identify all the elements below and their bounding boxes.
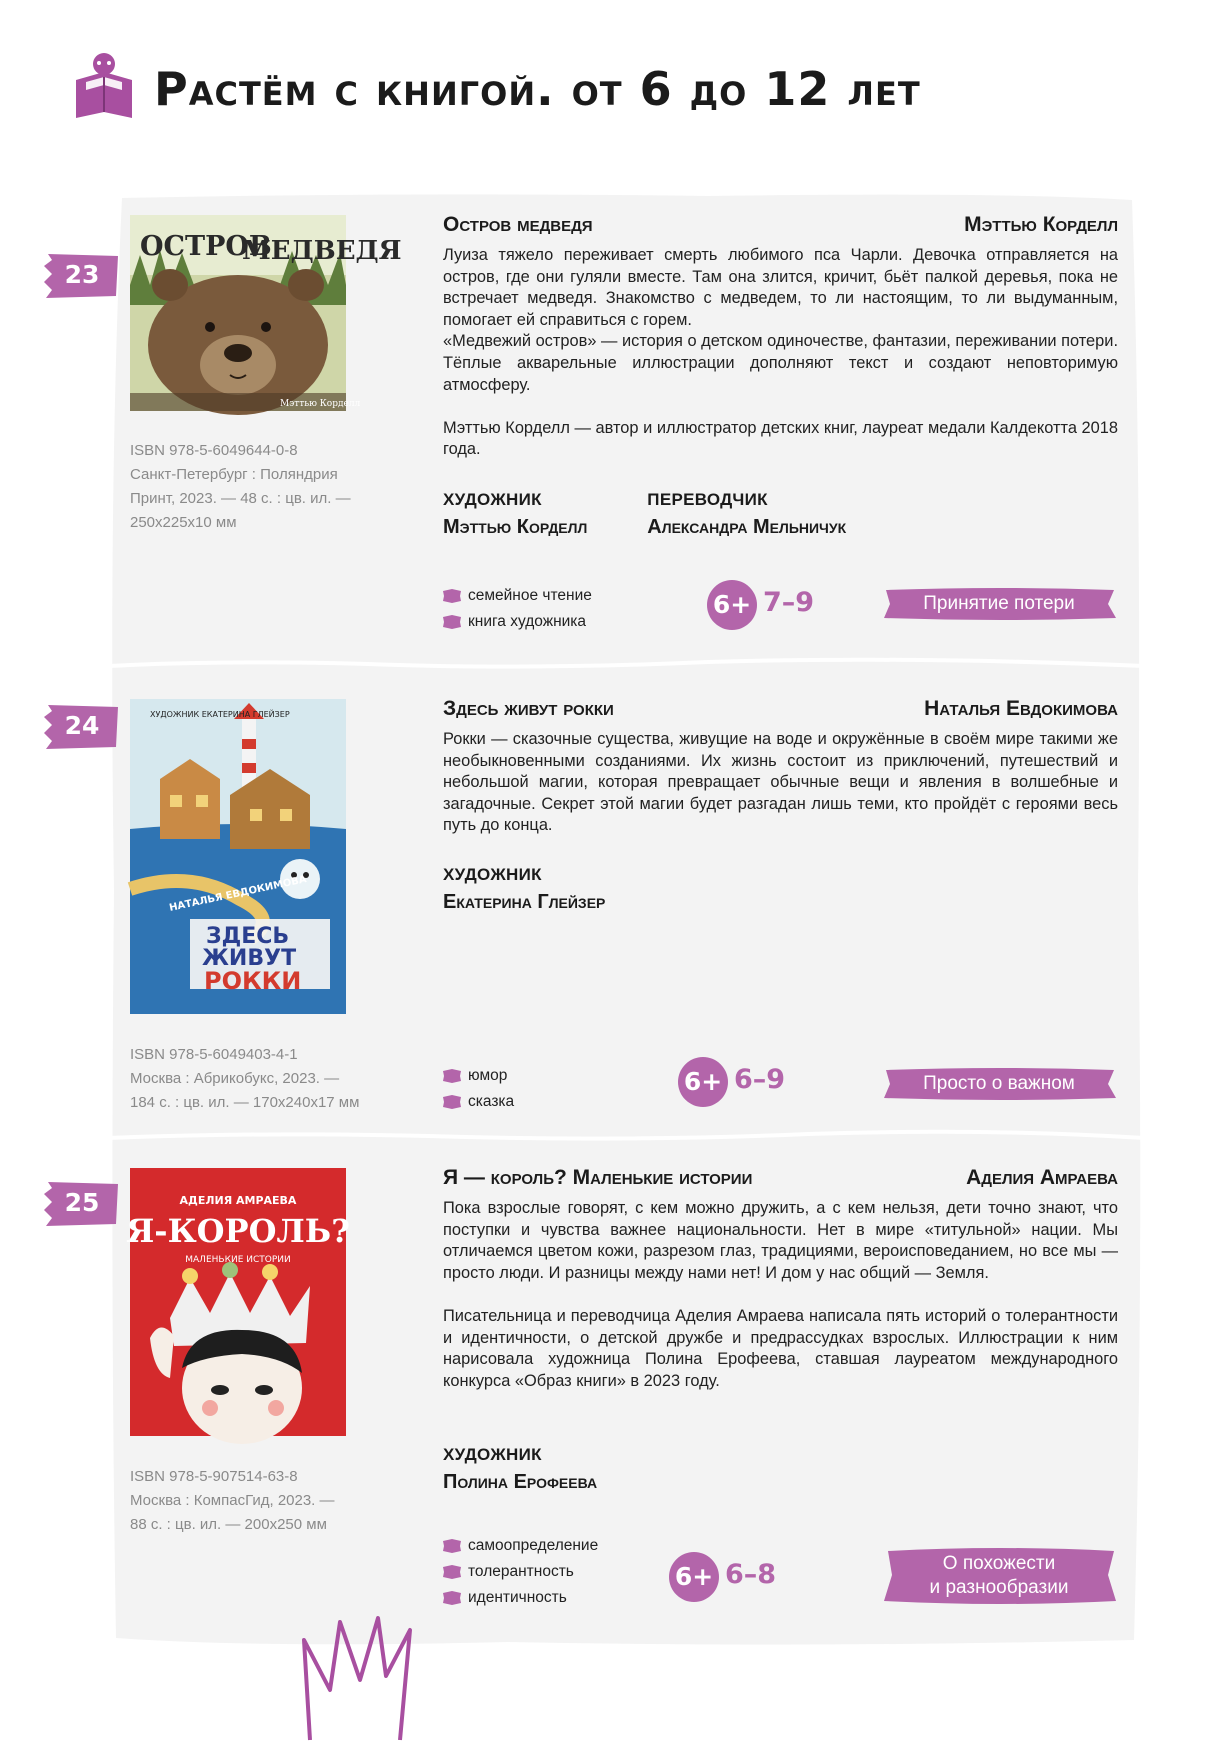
publisher: Москва : Абрикобукс, 2023. — <box>130 1070 340 1087</box>
age-range: 6–9 <box>734 1064 786 1095</box>
book-description: Луиза тяжело переживает смерть любимого пса Чарли. Девочка отправляется на остров, где они гуляли вместе. Там она злится, кричит, бьёт палкой деревья, пока не встречает медведя. Знакомство с медведем, то ли настоящим, то ли выдуманным, помогает ей справиться с горем. «Медвежий остров» — история о детском одиночестве, фантазии, переживании потери. Тёплые акварельные иллюстрации дополняют текст и создают неповторимую атмосферу. Мэттью Корделл — автор и иллюстратор детских книг, лауреат медали Калдекотта 2018 года. <box>443 246 1118 459</box>
book-number-tab <box>44 703 116 749</box>
credit-illustrator: ХУДОЖНИК Екатерина Глейзер <box>443 865 606 913</box>
tag-item: юмор <box>443 1063 514 1089</box>
book-description: Пока взрослые говорят, с кем можно дружить, а с кем нельзя, дети точно знают, что поступки и чувства важнее национальности. Нет в мире «титульной» нации. Мы отличаемся цветом кожи, разрезом глаз, традициями, вероисповеданием, но все мы — просто люди. И разницы между нами нет! И дом у нас общий — Земля. Писательница и переводчица Аделия Амраева написала пять историй о толерантности и идентичности, о детской дружбе и предрассудках взрослых. Иллюстрации к ним нарисовала художница Полина Ерофеева, ставшая лауреатом международного конкурса «Образ книги» в 2023 году. <box>443 1199 1118 1390</box>
book-meta <box>130 1465 400 1537</box>
cover-title-a: ЗДЕСЬ <box>206 924 290 949</box>
book-credits <box>443 1445 597 1494</box>
tag-item: книга художника <box>443 609 592 635</box>
tag-item: сказка <box>443 1089 514 1115</box>
cover-title: Я-КОРОЛЬ? <box>126 1212 350 1250</box>
book-credits <box>443 865 605 914</box>
age-badge: 6+ <box>707 580 757 630</box>
cover-title-a: ОСТРОВ <box>140 231 272 262</box>
book-number-tab <box>44 1180 116 1226</box>
cover-title-b: ЖИВУТ <box>202 946 297 971</box>
book-title: Остров медведя <box>443 213 593 236</box>
book-number: 23 <box>64 260 100 289</box>
imprint: 184 с. : цв. ил. — 170x240x17 мм <box>130 1094 360 1111</box>
age-badge: 6+ <box>678 1057 728 1107</box>
credit-illustrator: ХУДОЖНИК Полина Ерофеева <box>443 1445 598 1493</box>
theme-badge: Просто о важном <box>880 1066 1118 1102</box>
tag-item: семейное чтение <box>443 583 592 609</box>
tag-item: толерантность <box>443 1559 598 1585</box>
cover-author: НАТАЛЬЯ ЕВДОКИМОВА <box>168 874 308 914</box>
book-meta <box>130 439 400 535</box>
age-range: 7–9 <box>763 587 815 618</box>
isbn: ISBN 978-5-907514-63-8 <box>130 1468 298 1485</box>
credit-illustrator: ХУДОЖНИК Мэттью Корделл <box>443 490 588 538</box>
cover-subtitle: МАЛЕНЬКИЕ ИСТОРИИ <box>185 1255 291 1265</box>
theme-badge: О похожести и разнообразии <box>880 1545 1118 1607</box>
book-author: Наталья Евдокимова <box>924 697 1118 720</box>
isbn: ISBN 978-5-6049644-0-8 <box>130 442 298 459</box>
book-content <box>443 697 1118 837</box>
book-number: 25 <box>64 1188 100 1217</box>
theme-badge: Принятие потери <box>880 586 1118 622</box>
age-range: 6–8 <box>725 1559 777 1590</box>
reading-book-icon <box>72 50 136 122</box>
imprint: Принт, 2023. — 48 с. : цв. ил. — <box>130 490 351 507</box>
dimensions: 250x225x10 мм <box>130 514 237 531</box>
book-author: Аделия Амраева <box>966 1166 1118 1189</box>
book-number: 24 <box>64 711 100 740</box>
credit-translator: ПЕРЕВОДЧИК Александра Мельничук <box>647 490 847 538</box>
book-content <box>443 1166 1118 1392</box>
tag-item: идентичность <box>443 1585 598 1611</box>
book-author: Мэттью Корделл <box>964 213 1118 236</box>
cover-title-b: МЕДВЕДЯ <box>242 236 402 266</box>
book-number-tab <box>44 252 116 298</box>
book-meta <box>130 1043 400 1115</box>
book-credits <box>443 490 846 539</box>
isbn: ISBN 978-5-6049403-4-1 <box>130 1046 298 1063</box>
book-cover <box>126 1168 350 1436</box>
cover-author: АДЕЛИЯ АМРАЕВА <box>179 1194 297 1207</box>
cover-artist: ХУДОЖНИК ЕКАТЕРИНА ГЛЕЙЗЕР <box>150 710 290 719</box>
book-content <box>443 213 1118 461</box>
tag-item: самоопределение <box>443 1533 598 1559</box>
book-description: Рокки — сказочные существа, живущие на воде и окружённые в своём мире такими же необыкновенными созданиями. Их жизнь состоит из приключений, путешествий и небольшой магии, которая превращает обычные вещи и явления в волшебные и загадочные. Секрет этой магии будет разгадан лишь теми, кто пройдёт с героями весь путь до конца. <box>443 730 1118 835</box>
book-tags <box>443 1533 598 1611</box>
page-header <box>72 50 972 130</box>
age-badge: 6+ <box>669 1552 719 1602</box>
book-title: Я — король? Маленькие истории <box>443 1166 753 1189</box>
cover-title-c: РОККИ <box>204 967 302 995</box>
book-cover <box>130 699 346 1014</box>
imprint: 88 с. : цв. ил. — 200x250 мм <box>130 1516 327 1533</box>
crown-doodle-icon <box>300 1610 430 1745</box>
cover-author: Мэттью Корделл <box>280 399 361 409</box>
book-title: Здесь живут рокки <box>443 697 614 720</box>
book-cover <box>130 215 402 411</box>
publisher: Санкт-Петербург : Поляндрия <box>130 466 338 483</box>
book-tags <box>443 583 592 635</box>
book-tags <box>443 1063 514 1115</box>
page-title: Растём с книгой. от 6 до 12 лет <box>154 62 921 116</box>
publisher: Москва : КомпасГид, 2023. — <box>130 1492 335 1509</box>
